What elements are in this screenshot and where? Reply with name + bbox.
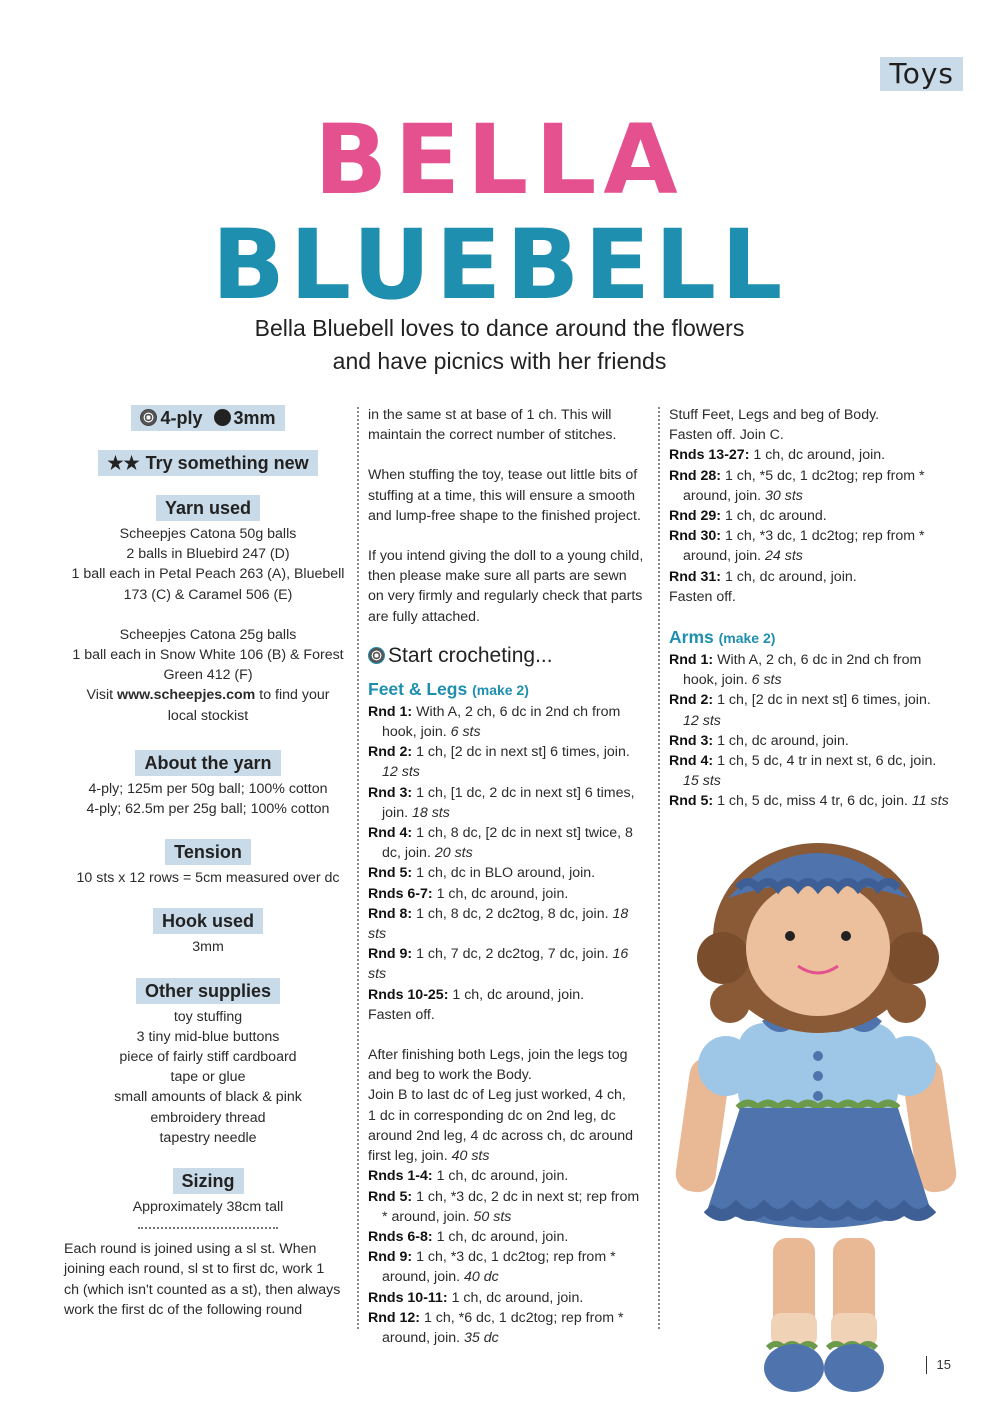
stitch-count: 30 sts [765, 487, 803, 504]
stitch-count: 24 sts [765, 548, 803, 565]
round-text: 1 ch, *3 dc, 2 dc in next st; rep from [412, 1188, 640, 1205]
stockist-line-2: local stockist [167, 707, 249, 724]
round-text: 1 ch, dc around, join. [432, 885, 569, 902]
pattern-round [669, 445, 959, 465]
arms-heading: Arms (make 2) [669, 627, 776, 648]
round-cont-text: * around, join. [382, 1208, 474, 1225]
stitch-count: 50 sts [473, 1208, 512, 1225]
round-text: 1 ch, 5 dc, miss 4 tr, 6 dc, join. [713, 793, 912, 810]
pattern-round [368, 783, 650, 803]
stitch-count: 15 sts [683, 773, 721, 790]
supply-item: small amounts of black & pink [114, 1089, 302, 1106]
note-line: ch (which isn't counted as a st), then always [64, 1281, 341, 1298]
round-label: Rnd 4: [669, 753, 714, 770]
pattern-round [669, 690, 959, 710]
yarn-line: Scheepjes Catona 25g balls [119, 626, 297, 643]
after-line: 1 dc in corresponding dc on 2nd leg, dc [368, 1107, 616, 1124]
doll-face [746, 880, 890, 1016]
pattern-round [368, 702, 650, 722]
fasten-off: Fasten off. [669, 588, 736, 605]
difficulty-label: Try something new [145, 453, 309, 473]
round-text: 1 ch, 7 dc, 2 dc2tog, 7 dc, join. [412, 946, 613, 963]
middle-column [368, 405, 650, 1348]
star-icon: ★★ [107, 453, 140, 473]
stitch-count: 11 sts [911, 793, 949, 810]
yarn-line: 2 balls in Bluebird 247 (D) [126, 546, 290, 563]
hook-used-heading: Hook used [153, 908, 263, 934]
pattern-round [669, 506, 959, 526]
round-text: 1 ch, 5 dc, 4 tr in next st, 6 dc, join. [713, 753, 937, 770]
round-label: Rnd 1: [669, 652, 714, 669]
title-line-2: BLUEBELL [211, 209, 788, 321]
round-continuation [368, 1328, 650, 1348]
round-label: Rnd 5: [669, 793, 714, 810]
difficulty-badge [98, 450, 317, 476]
pattern-round [669, 466, 959, 486]
title-line-1: BELLA [314, 104, 685, 216]
supplies-list [64, 1007, 352, 1148]
doll-photo [668, 808, 968, 1408]
doll-eye-left [785, 931, 795, 941]
feet-legs-heading: Feet & Legs (make 2) [368, 678, 529, 699]
stuff-line: Stuff Feet, Legs and beg of Body. [669, 407, 880, 423]
child-line: If you intend giving the doll to a young child, [368, 548, 644, 565]
yarn-line: Green 412 (F) [163, 667, 253, 684]
sizing-heading: Sizing [173, 1168, 244, 1194]
round-label: Rnd 31: [669, 568, 722, 585]
round-cont-text: join. [382, 804, 412, 821]
round-continuation [368, 1207, 650, 1227]
stitch-count: 18 sts [368, 905, 629, 943]
round-text: 1 ch, *3 dc, 1 dc2tog; rep from * [721, 528, 925, 545]
left-column [64, 405, 352, 1320]
feet-legs-rounds [368, 702, 650, 1005]
section-tag: Toys [880, 57, 963, 91]
pattern-round [368, 863, 650, 883]
supply-item: tapestry needle [159, 1129, 257, 1146]
round-label: Rnd 29: [669, 508, 722, 525]
round-continuation [368, 843, 650, 863]
yarn-list-2 [64, 625, 352, 686]
sizing-line: Approximately 38cm tall [132, 1199, 284, 1216]
round-text: 1 ch, [1 dc, 2 dc in next st] 6 times, [412, 784, 635, 801]
round-label: Rnd 2: [368, 744, 413, 761]
start-crocheting-heading: Start crocheting... [368, 641, 650, 671]
round-continuation [669, 711, 959, 731]
child-line: are fully attached. [368, 608, 480, 625]
stuffing-line: and lump-free shape to the finished project. [368, 507, 641, 524]
round-cont-text: around, join. [683, 548, 766, 565]
round-label: Rnds 6-8: [368, 1228, 433, 1245]
round-label: Rnds 13-27: [669, 447, 750, 464]
pattern-round [669, 751, 959, 771]
child-line: then please make sure all parts are sewn [368, 568, 627, 585]
subtitle-line-1: Bella Bluebell loves to dance around the flowers [254, 315, 745, 341]
round-label: Rnd 5: [368, 1188, 413, 1205]
yarn-hook-badge [131, 405, 284, 431]
yarn-list-1 [64, 524, 352, 605]
pattern-round [669, 731, 959, 751]
round-text: 1 ch, 8 dc, 2 dc2tog, 8 dc, join. [412, 905, 613, 922]
round-label: Rnd 30: [669, 528, 722, 545]
join-note [64, 1239, 352, 1320]
yarn-ball-icon [368, 647, 385, 664]
pattern-round [368, 944, 650, 984]
pattern-round [368, 742, 650, 762]
supply-item: toy stuffing [173, 1008, 243, 1025]
tension-heading: Tension [165, 839, 251, 865]
round-label: Rnd 9: [368, 1249, 413, 1266]
round-text: 1 ch, dc around, join. [749, 447, 886, 464]
round-text: 1 ch, [2 dc in next st] 6 times, join. [412, 744, 630, 761]
child-line: on very firmly and regularly check that parts [368, 588, 643, 605]
round-continuation [669, 546, 959, 566]
stitch-count: 35 dc [464, 1329, 499, 1346]
pattern-round [368, 884, 650, 904]
stockist-line: Visit www.scheepjes.com to find your [86, 687, 330, 704]
round-text: With A, 2 ch, 6 dc in 2nd ch from [412, 703, 621, 720]
round-continuation [368, 722, 650, 742]
pattern-round [368, 1227, 650, 1247]
supply-item: 3 tiny mid-blue buttons [136, 1028, 280, 1045]
column-divider-2 [658, 407, 660, 1329]
round-label: Rnd 3: [669, 732, 714, 749]
round-label: Rnd 12: [368, 1309, 421, 1326]
supply-item: tape or glue [170, 1069, 246, 1086]
round-text: 1 ch, dc in BLO around, join. [412, 865, 596, 882]
pattern-round [669, 567, 959, 587]
after-line: and beg to work the Body. [368, 1067, 532, 1084]
stitch-count: 6 sts [751, 672, 782, 689]
pattern-round [669, 526, 959, 546]
pattern-round [368, 904, 650, 944]
round-text: 1 ch, *3 dc, 1 dc2tog; rep from * [412, 1249, 616, 1266]
about-yarn-heading: About the yarn [135, 750, 280, 776]
note-line: Each round is joined using a sl st. When [64, 1241, 317, 1258]
round-label: Rnds 10-11: [368, 1289, 448, 1306]
after-line: Join B to last dc of Leg just worked, 4 ch, [368, 1087, 626, 1104]
pattern-round [368, 1247, 650, 1267]
round-text: 1 ch, 8 dc, [2 dc in next st] twice, 8 [412, 825, 633, 842]
yarn-line: 1 ball each in Petal Peach 263 (A), Bluebell [71, 566, 345, 583]
dotted-separator [138, 1227, 278, 1229]
pattern-round [368, 1187, 650, 1207]
round-cont-text: hook, join. [382, 724, 451, 741]
round-continuation [669, 670, 959, 690]
after-line: around 2nd leg, 4 dc across ch, dc around [368, 1127, 634, 1144]
about-line: 4-ply; 62.5m per 25g ball; 100% cotton [86, 801, 330, 818]
arm-rounds [669, 650, 959, 812]
round-label: Rnd 9: [368, 946, 413, 963]
yarn-line: 173 (C) & Caramel 506 (E) [123, 586, 293, 603]
pattern-round [368, 1166, 650, 1186]
subtitle [0, 312, 999, 378]
pattern-round [368, 1308, 650, 1328]
supply-item: piece of fairly stiff cardboard [119, 1049, 297, 1066]
round-label: Rnds 10-25: [368, 986, 449, 1003]
round-label: Rnds 1-4: [368, 1168, 433, 1185]
body-rounds [368, 1166, 650, 1348]
round-cont-text: around, join. [382, 1329, 465, 1346]
round-text: 1 ch, dc around, join. [432, 1228, 569, 1245]
round-label: Rnd 3: [368, 784, 413, 801]
supply-item: embroidery thread [150, 1109, 266, 1126]
subtitle-line-2: and have picnics with her friends [332, 348, 667, 374]
note-line: work the first dc of the following round [64, 1301, 303, 1318]
other-supplies-heading: Other supplies [136, 978, 280, 1004]
round-label: Rnd 28: [669, 467, 722, 484]
yarn-line: Scheepjes Catona 50g balls [119, 526, 297, 542]
round-label: Rnd 2: [669, 692, 714, 709]
round-continuation [669, 486, 959, 506]
doll-eye-right [841, 931, 851, 941]
round-cont-text: around, join. [683, 487, 766, 504]
stitch-count: 18 sts [411, 804, 450, 821]
round-continuation [368, 803, 650, 823]
round-cont-text: around, join. [382, 1269, 465, 1286]
stitch-count: 12 sts [683, 712, 721, 729]
about-line: 4-ply; 125m per 50g ball; 100% cotton [88, 780, 328, 797]
round-text: 1 ch, dc around, join. [713, 732, 849, 749]
pattern-round [368, 823, 650, 843]
round-cont-text: hook, join. [683, 672, 752, 689]
round-label: Rnd 1: [368, 703, 413, 720]
round-label: Rnd 4: [368, 825, 413, 842]
note-line: joining each round, sl st to first dc, work 1 [64, 1261, 325, 1278]
round-cont-text: dc, join. [382, 845, 435, 862]
round-continuation [368, 1267, 650, 1287]
round-text: 1 ch, *5 dc, 1 dc2tog; rep from * [721, 467, 925, 484]
yarn-line: 1 ball each in Snow White 106 (B) & Forest [72, 647, 344, 664]
hook-used-line: 3mm [192, 939, 224, 956]
stitch-count: 6 sts [450, 724, 481, 741]
right-column [669, 405, 959, 812]
stuffing-line: stuffing at a time, this will ensure a smooth [368, 487, 636, 504]
hook-icon [214, 409, 231, 426]
stuffing-line: When stuffing the toy, tease out little bits of [368, 467, 638, 484]
round-label: Rnds 6-7: [368, 885, 433, 902]
pattern-round [368, 985, 650, 1005]
round-text: 1 ch, dc around, join. [721, 568, 857, 585]
body-rounds-cont [669, 445, 959, 586]
stitch-count: 20 sts [434, 845, 473, 862]
round-text: 1 ch, dc around, join. [448, 986, 585, 1003]
intro-line: maintain the correct number of stitches. [368, 427, 617, 444]
stitch-count: 16 sts [368, 946, 629, 983]
round-text: 1 ch, dc around, join. [447, 1289, 584, 1306]
round-continuation [669, 771, 959, 791]
pattern-round [669, 650, 959, 670]
stuff-line: Fasten off. Join C. [669, 427, 784, 444]
doll-shoe-left [764, 1344, 824, 1392]
tension-line: 10 sts x 12 rows = 5cm measured over dc [76, 870, 340, 887]
doll-shoe-right [824, 1344, 884, 1392]
round-label: Rnd 8: [368, 905, 413, 922]
round-text: 1 ch, [2 dc in next st] 6 times, join. [713, 692, 931, 709]
round-label: Rnd 5: [368, 865, 413, 882]
round-text: With A, 2 ch, 6 dc in 2nd ch from [713, 652, 922, 669]
hook-size: 3mm [233, 408, 276, 428]
yarn-weight: 4-ply [160, 408, 203, 428]
column-divider-1 [357, 407, 359, 1329]
yarn-used-heading: Yarn used [156, 495, 260, 521]
intro-line: in the same st at base of 1 ch. This will [368, 407, 612, 423]
fasten-off: Fasten off. [368, 1006, 435, 1023]
stockist-link[interactable]: www.scheepjes.com [117, 687, 256, 704]
round-text: 1 ch, dc around, join. [432, 1168, 569, 1185]
after-line: first leg, join. 40 sts [368, 1148, 490, 1165]
after-line: After finishing both Legs, join the legs tog [368, 1047, 628, 1064]
stitch-count: 40 dc [464, 1269, 499, 1286]
yarn-ball-icon [140, 409, 157, 426]
stitch-count: 12 sts [382, 764, 420, 781]
page-number: 15 [926, 1356, 951, 1374]
round-continuation [368, 762, 650, 782]
round-text: 1 ch, dc around. [721, 508, 827, 525]
round-text: 1 ch, *6 dc, 1 dc2tog; rep from * [420, 1309, 624, 1326]
pattern-round [368, 1288, 650, 1308]
